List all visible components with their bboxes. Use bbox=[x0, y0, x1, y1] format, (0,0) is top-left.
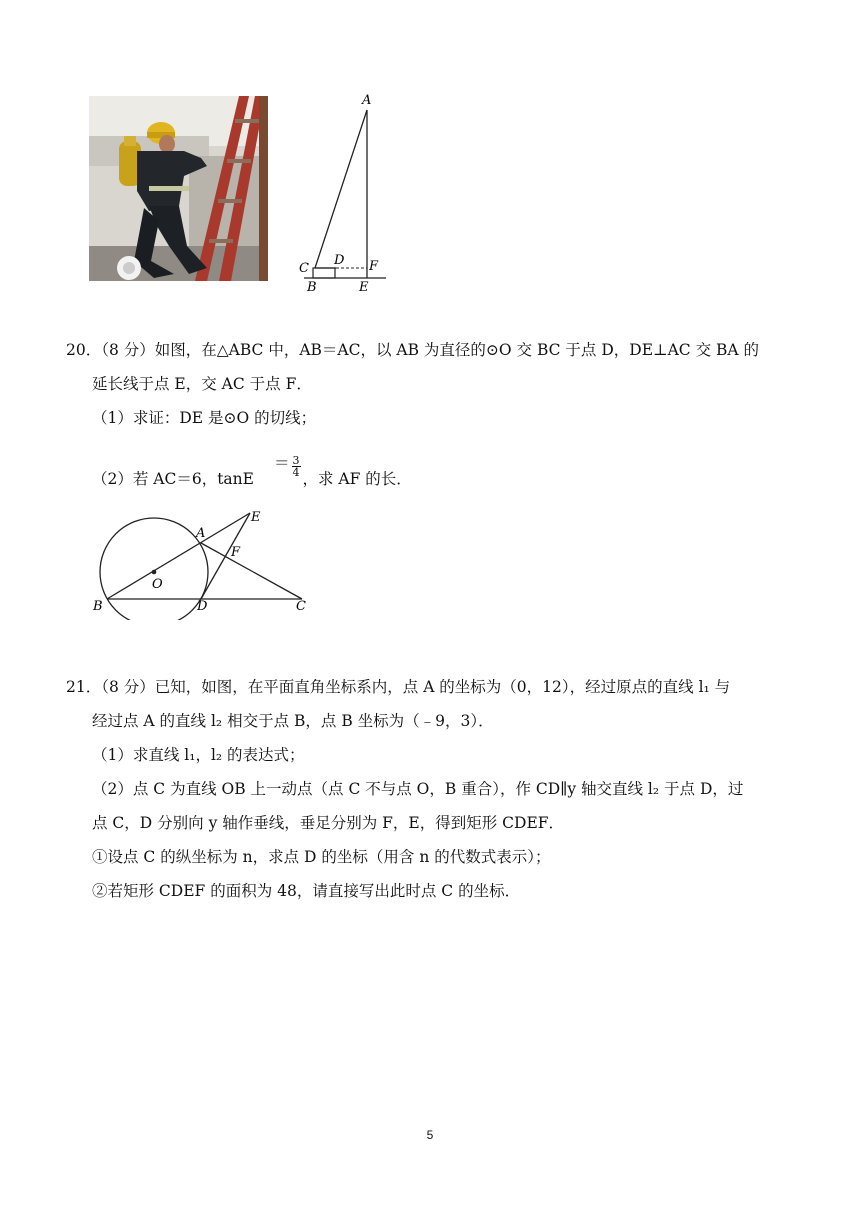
label-D: D bbox=[197, 599, 208, 614]
q21-part2-line2: 点 C，D 分别向 y 轴作垂线，垂足分别为 F，E，得到矩形 CDEF． bbox=[92, 814, 565, 832]
q21-part2-line1: （2）点 C 为直线 OB 上一动点（点 C 不与点 O，B 重合），作 CD∥y 轴交直线 l₂ 于点 D，过 bbox=[92, 780, 744, 798]
q20-line1: 20．（8 分）如图，在△ABC 中，AB＝AC，以 AB 为直径的⊙O 交 BC 于点 D，DE⊥AC 交 BA 的 bbox=[66, 341, 760, 359]
q21-sub1: ①设点 C 的纵坐标为 n，求点 D 的坐标（用含 n 的代数式表示）； bbox=[92, 848, 551, 866]
q21-line2: 经过点 A 的直线 l₂ 相交于点 B，点 B 坐标为（﹣9，3）． bbox=[92, 712, 494, 730]
label-A: A bbox=[362, 93, 372, 108]
q21-sub2: ②若矩形 CDEF 的面积为 48，请直接写出此时点 C 的坐标． bbox=[92, 882, 521, 900]
label-B: B bbox=[93, 599, 103, 614]
fraction-numerator: 3 bbox=[292, 453, 300, 467]
ladder-triangle-diagram bbox=[296, 90, 392, 298]
equals-sign: ＝ bbox=[273, 454, 290, 472]
q20-part2-suffix: ，求 AF 的长． bbox=[302, 470, 412, 488]
label-A: A bbox=[196, 526, 206, 541]
q20-part2-prefix: （2）若 AC＝6，tanE bbox=[92, 470, 254, 488]
fraction-denominator: 4 bbox=[292, 465, 300, 479]
firefighter-ladder-photo bbox=[89, 96, 268, 281]
label-C: C bbox=[296, 599, 306, 614]
label-F: F bbox=[369, 259, 379, 274]
q21-part1: （1）求直线 l₁，l₂ 的表达式； bbox=[92, 746, 305, 764]
label-O: O bbox=[152, 577, 163, 592]
page-number: 5 bbox=[426, 1128, 434, 1142]
q21-line1: 21．（8 分）已知，如图，在平面直角坐标系内，点 A 的坐标为（0，12），经过原点的直线 l₁ 与 bbox=[66, 678, 731, 696]
circle-tangent-diagram bbox=[86, 500, 326, 624]
label-C: C bbox=[299, 261, 309, 276]
label-E: E bbox=[359, 280, 369, 294]
fraction-three-quarters bbox=[292, 455, 301, 478]
q20-part2 bbox=[92, 453, 412, 492]
q20-line2: 延长线于点 E，交 AC 于点 F． bbox=[92, 375, 312, 393]
q20-part1: （1）求证：DE 是⊙O 的切线； bbox=[92, 409, 317, 427]
label-B: B bbox=[307, 280, 317, 294]
label-F: F bbox=[231, 545, 241, 560]
label-E: E bbox=[251, 510, 261, 525]
label-D: D bbox=[334, 253, 345, 268]
